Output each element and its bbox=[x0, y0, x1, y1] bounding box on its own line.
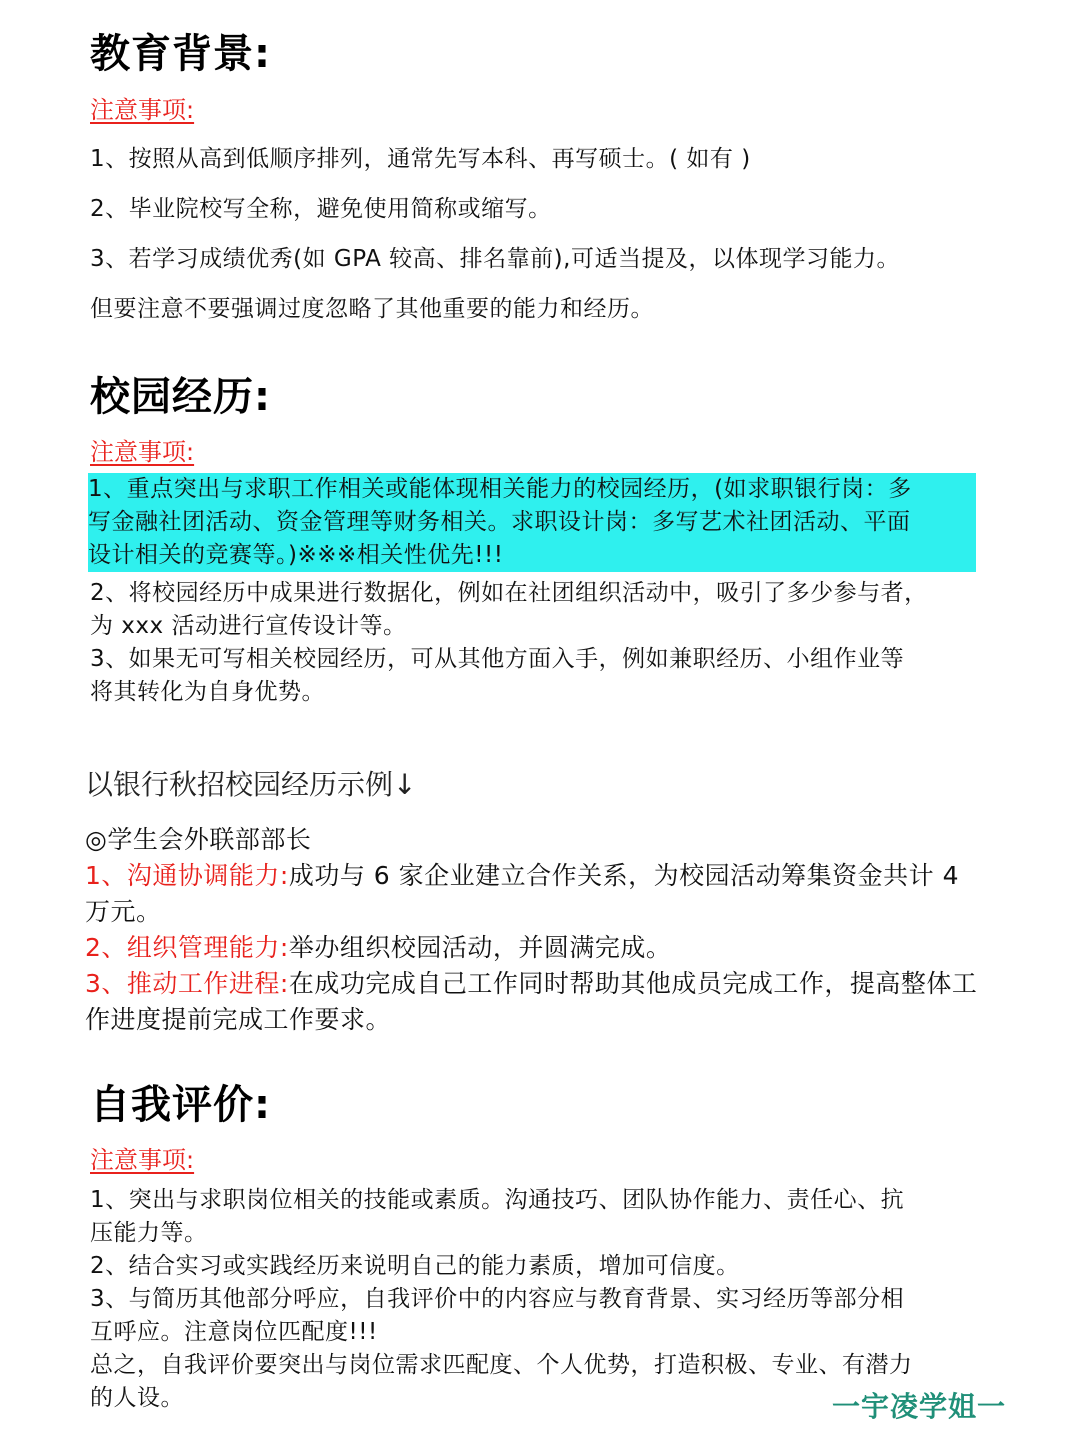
campus-line-2: 为 xxx 活动进行宣传设计等。 bbox=[90, 613, 407, 639]
education-notice-label: 注意事项: bbox=[90, 96, 195, 124]
campus-line-4: 将其转化为自身优势。 bbox=[90, 679, 325, 705]
campus-highlight-line-3: 设计相关的竞赛等。)※※※相关性优先!!! bbox=[88, 539, 573, 572]
self-eval-line-5: 互呼应。注意岗位匹配度!!! bbox=[90, 1319, 378, 1345]
author-signature: 一宇凌学姐一 bbox=[832, 1390, 1007, 1423]
example-item-2-text: 举办组织校园活动，并圆满完成。 bbox=[288, 933, 672, 962]
self-eval-line-4: 3、与简历其他部分呼应，自我评价中的内容应与教育背景、实习经历等部分相 bbox=[90, 1286, 905, 1312]
example-item-2 bbox=[85, 928, 671, 964]
self-eval-heading: 自我评价: bbox=[90, 1082, 271, 1128]
example-item-1-cont: 万元。 bbox=[85, 897, 162, 926]
education-heading: 教育背景: bbox=[90, 31, 271, 77]
example-intro: 以银行秋招校园经历示例↓ bbox=[85, 768, 417, 801]
self-eval-line-6: 总之，自我评价要突出与岗位需求匹配度、个人优势，打造积极、专业、有潜力 bbox=[90, 1352, 913, 1378]
example-item-1 bbox=[85, 856, 959, 892]
education-item-3: 3、若学习成绩优秀(如 GPA 较高、排名靠前),可适当提及，以体现学习能力。 bbox=[90, 246, 900, 272]
campus-line-1: 2、将校园经历中成果进行数据化，例如在社团组织活动中，吸引了多少参与者， bbox=[90, 580, 928, 606]
example-role: ◎学生会外联部部长 bbox=[85, 825, 312, 854]
example-item-3-text: 在成功完成自己工作同时帮助其他成员完成工作，提高整体工 bbox=[288, 969, 978, 998]
self-eval-line-3: 2、结合实习或实践经历来说明自己的能力素质，增加可信度。 bbox=[90, 1253, 740, 1279]
example-item-2-label: 2、组织管理能力: bbox=[85, 933, 289, 962]
example-item-3-cont: 作进度提前完成工作要求。 bbox=[85, 1005, 392, 1034]
education-item-1: 1、按照从高到低顺序排列，通常先写本科、再写硕士。( 如有 ) bbox=[90, 146, 751, 172]
example-item-3 bbox=[85, 964, 977, 1000]
self-eval-notice-label: 注意事项: bbox=[90, 1146, 195, 1174]
campus-highlight-line-2: 写金融社团活动、资金管理等财务相关。求职设计岗：多写艺术社团活动、平面 bbox=[88, 509, 911, 535]
campus-heading: 校园经历: bbox=[90, 374, 271, 420]
education-item-2: 2、毕业院校写全称，避免使用简称或缩写。 bbox=[90, 196, 552, 222]
self-eval-line-2: 压能力等。 bbox=[90, 1220, 208, 1246]
example-item-1-text: 成功与 6 家企业建立合作关系，为校园活动筹集资金共计 4 bbox=[288, 861, 959, 890]
campus-highlight-line-1: 1、重点突出与求职工作相关或能体现相关能力的校园经历，(如求职银行岗：多 bbox=[88, 476, 912, 502]
example-item-3-label: 3、推动工作进程: bbox=[85, 969, 289, 998]
education-item-note: 但要注意不要强调过度忽略了其他重要的能力和经历。 bbox=[90, 296, 654, 322]
campus-highlight-block bbox=[88, 473, 976, 572]
self-eval-line-1: 1、突出与求职岗位相关的技能或素质。沟通技巧、团队协作能力、责任心、抗 bbox=[90, 1187, 905, 1213]
self-eval-line-7: 的人设。 bbox=[90, 1385, 184, 1411]
campus-notice-label: 注意事项: bbox=[90, 438, 195, 466]
example-item-1-label: 1、沟通协调能力: bbox=[85, 861, 289, 890]
campus-line-3: 3、如果无可写相关校园经历，可从其他方面入手，例如兼职经历、小组作业等 bbox=[90, 646, 905, 672]
